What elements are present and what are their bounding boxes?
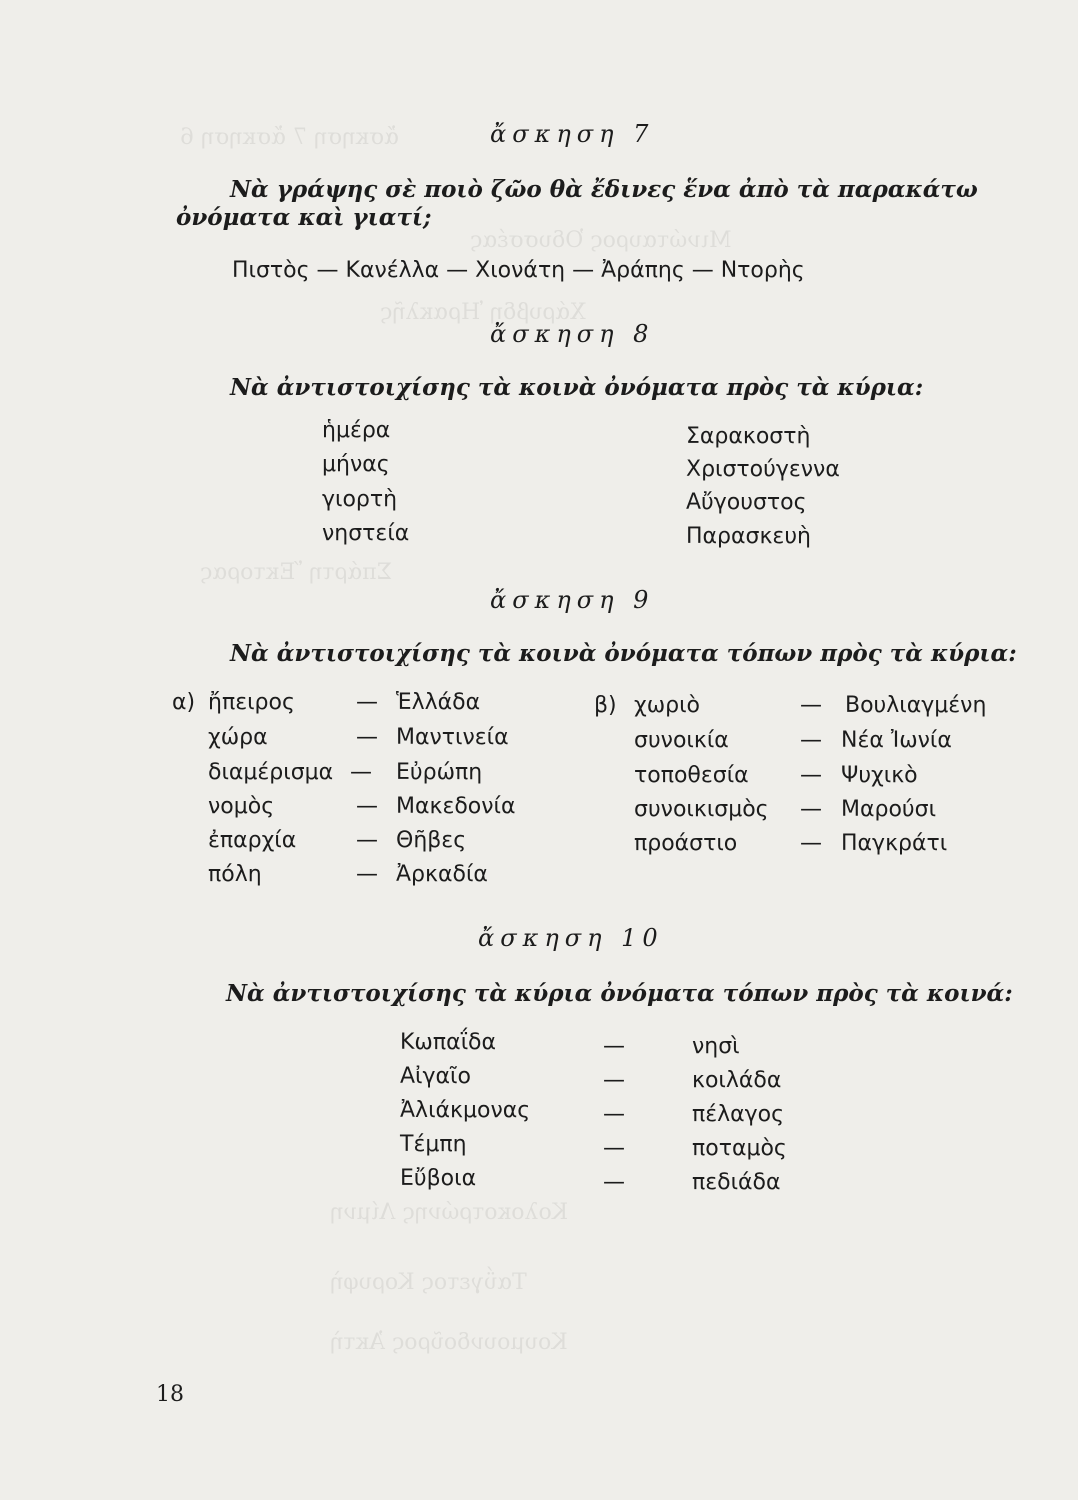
list-item: πόλη xyxy=(208,862,262,887)
list-item: συνοικία xyxy=(634,728,729,753)
list-item: Εὔβοια xyxy=(400,1166,477,1191)
page: ἄσκηση 7 ἄσκηση 6 Μινώταυρος Ὀδυσσέας Χάρυβδη Ἡρακλῆς Σπάρτη Ἕκτορας Κολοκοτρώνης Λίμνη Ταΰγετος Κορυφὴ Κουμουνδοῦρος Ἀκτὴ ἄσκηση 7 Νὰ γράψης σὲ ποιὸ ζῶο θὰ ἔδινες ἕνα ἀπὸ τὰ παρακάτω ὀνόματα καὶ γιατί; Πιστὸς — Κανέλλα — Χιονάτη — Ἀράπης — Ντορὴς ἄσκηση 8 Νὰ ἀντιστοιχίσης τὰ κοινὰ ὀνόματα πρὸς τὰ κύρια: ἡμέρα μήνας γιορτὴ νηστεία Σαρακοστὴ Χριστούγεννα Αὔγουστος Παρασκευὴ ἄσκηση 9 Νὰ ἀντιστοιχίσης τὰ κοινὰ ὀνόματα τόπων πρὸς τὰ κύρια: α) β) ἤπειρος χώρα διαμέρισμα νομὸς ἐπαρχία πόλη — — — — — — Ἑλλάδα Μαντινεία Εὐρώπη Μακεδονία Θῆβες Ἀρκαδία χωριὸ συνοικία τοποθεσία συνοικισμὸς προάστιο — — — — — Βουλιαγμένη Νέα Ἰωνία Ψυχικὸ Μαρούσι Παγκράτι ἄσκηση 10 Νὰ ἀντιστοιχίσης τὰ κύρια ὀνόματα τόπων πρὸς τὰ κοινά: Κωπαΐδα Αἰγαῖο Ἀλιάκμονας Τέμπη Εὔβοια — — — — — νησὶ κοιλάδα πέλαγος ποταμὸς πεδιάδα 18 xyxy=(156,120,1017,1407)
dash: — xyxy=(350,760,372,785)
dash: — xyxy=(603,1068,625,1093)
exercise-7-instruction-line1: Νὰ γράψης σὲ ποιὸ ζῶο θὰ ἔδινες ἕνα ἀπὸ τὰ παρακάτω xyxy=(230,176,978,203)
list-item: νομὸς xyxy=(208,794,275,819)
dash: — xyxy=(800,763,822,788)
list-item: Κωπαΐδα xyxy=(400,1030,497,1055)
exercise-7-names: Πιστὸς — Κανέλλα — Χιονάτη — Ἀράπης — Ντορὴς xyxy=(232,258,805,283)
list-item: Ἑλλάδα xyxy=(396,690,481,715)
dash: — xyxy=(603,1034,625,1059)
list-item: Ἀλιάκμονας xyxy=(400,1098,531,1123)
dash: — xyxy=(356,794,378,819)
dash: — xyxy=(356,862,378,887)
dash: — xyxy=(356,725,378,750)
list-item: Νέα Ἰωνία xyxy=(841,728,952,753)
list-item: χώρα xyxy=(208,725,268,750)
list-item: νηστεία xyxy=(322,521,410,546)
dash: — xyxy=(603,1170,625,1195)
list-item: τοποθεσία xyxy=(634,763,749,788)
exercise-7-heading: ἄσκηση 7 xyxy=(490,120,655,148)
page-number: 18 xyxy=(156,1382,184,1407)
list-item: Χριστούγεννα xyxy=(686,457,840,482)
dash: — xyxy=(603,1136,625,1161)
exercise-10-instruction: Νὰ ἀντιστοιχίσης τὰ κύρια ὀνόματα τόπων πρὸς τὰ κοινά: xyxy=(226,980,1013,1007)
dash: — xyxy=(356,828,378,853)
list-item: γιορτὴ xyxy=(322,487,398,512)
list-item: Βουλιαγμένη xyxy=(845,693,987,718)
column-b-label: β) xyxy=(594,693,617,718)
list-item: χωριὸ xyxy=(634,693,700,718)
list-item: συνοικισμὸς xyxy=(634,797,769,822)
exercise-9-instruction: Νὰ ἀντιστοιχίσης τὰ κοινὰ ὀνόματα τόπων πρὸς τὰ κύρια: xyxy=(230,640,1017,667)
list-item: Μαντινεία xyxy=(396,725,509,750)
list-item: πέλαγος xyxy=(692,1102,785,1127)
dash: — xyxy=(800,693,822,718)
list-item: Εὐρώπη xyxy=(396,760,483,785)
list-item: προάστιο xyxy=(634,831,738,856)
dash: — xyxy=(603,1102,625,1127)
list-item: Τέμπη xyxy=(400,1132,467,1157)
list-item: Μαρούσι xyxy=(841,797,937,822)
list-item: ἐπαρχία xyxy=(208,828,297,853)
list-item: Αἰγαῖο xyxy=(400,1064,471,1089)
list-item: Σαρακοστὴ xyxy=(686,424,811,449)
list-item: Μακεδονία xyxy=(396,794,516,819)
exercise-10-heading: ἄσκηση 10 xyxy=(478,924,664,952)
column-a-label: α) xyxy=(172,690,196,715)
list-item: κοιλάδα xyxy=(692,1068,782,1093)
list-item: Παγκράτι xyxy=(841,831,948,856)
list-item: Ἀρκαδία xyxy=(396,862,488,887)
list-item: ἡμέρα xyxy=(322,418,391,443)
dash: — xyxy=(356,690,378,715)
exercise-8-heading: ἄσκηση 8 xyxy=(490,320,655,348)
exercise-8-instruction: Νὰ ἀντιστοιχίσης τὰ κοινὰ ὀνόματα πρὸς τὰ κύρια: xyxy=(230,374,924,401)
dash: — xyxy=(800,728,822,753)
list-item: μήνας xyxy=(322,452,390,477)
list-item: πεδιάδα xyxy=(692,1170,781,1195)
list-item: ποταμὸς xyxy=(692,1136,787,1161)
list-item: Αὔγουστος xyxy=(686,490,807,515)
list-item: ἤπειρος xyxy=(208,690,295,715)
dash: — xyxy=(800,797,822,822)
exercise-9-heading: ἄσκηση 9 xyxy=(490,586,655,614)
list-item: Θῆβες xyxy=(396,828,467,853)
list-item: Ψυχικὸ xyxy=(841,763,918,788)
dash: — xyxy=(800,831,822,856)
list-item: διαμέρισμα xyxy=(208,760,334,785)
list-item: νησὶ xyxy=(692,1034,740,1059)
exercise-7-instruction-line2: ὀνόματα καὶ γιατί; xyxy=(176,204,432,231)
list-item: Παρασκευὴ xyxy=(686,524,811,549)
